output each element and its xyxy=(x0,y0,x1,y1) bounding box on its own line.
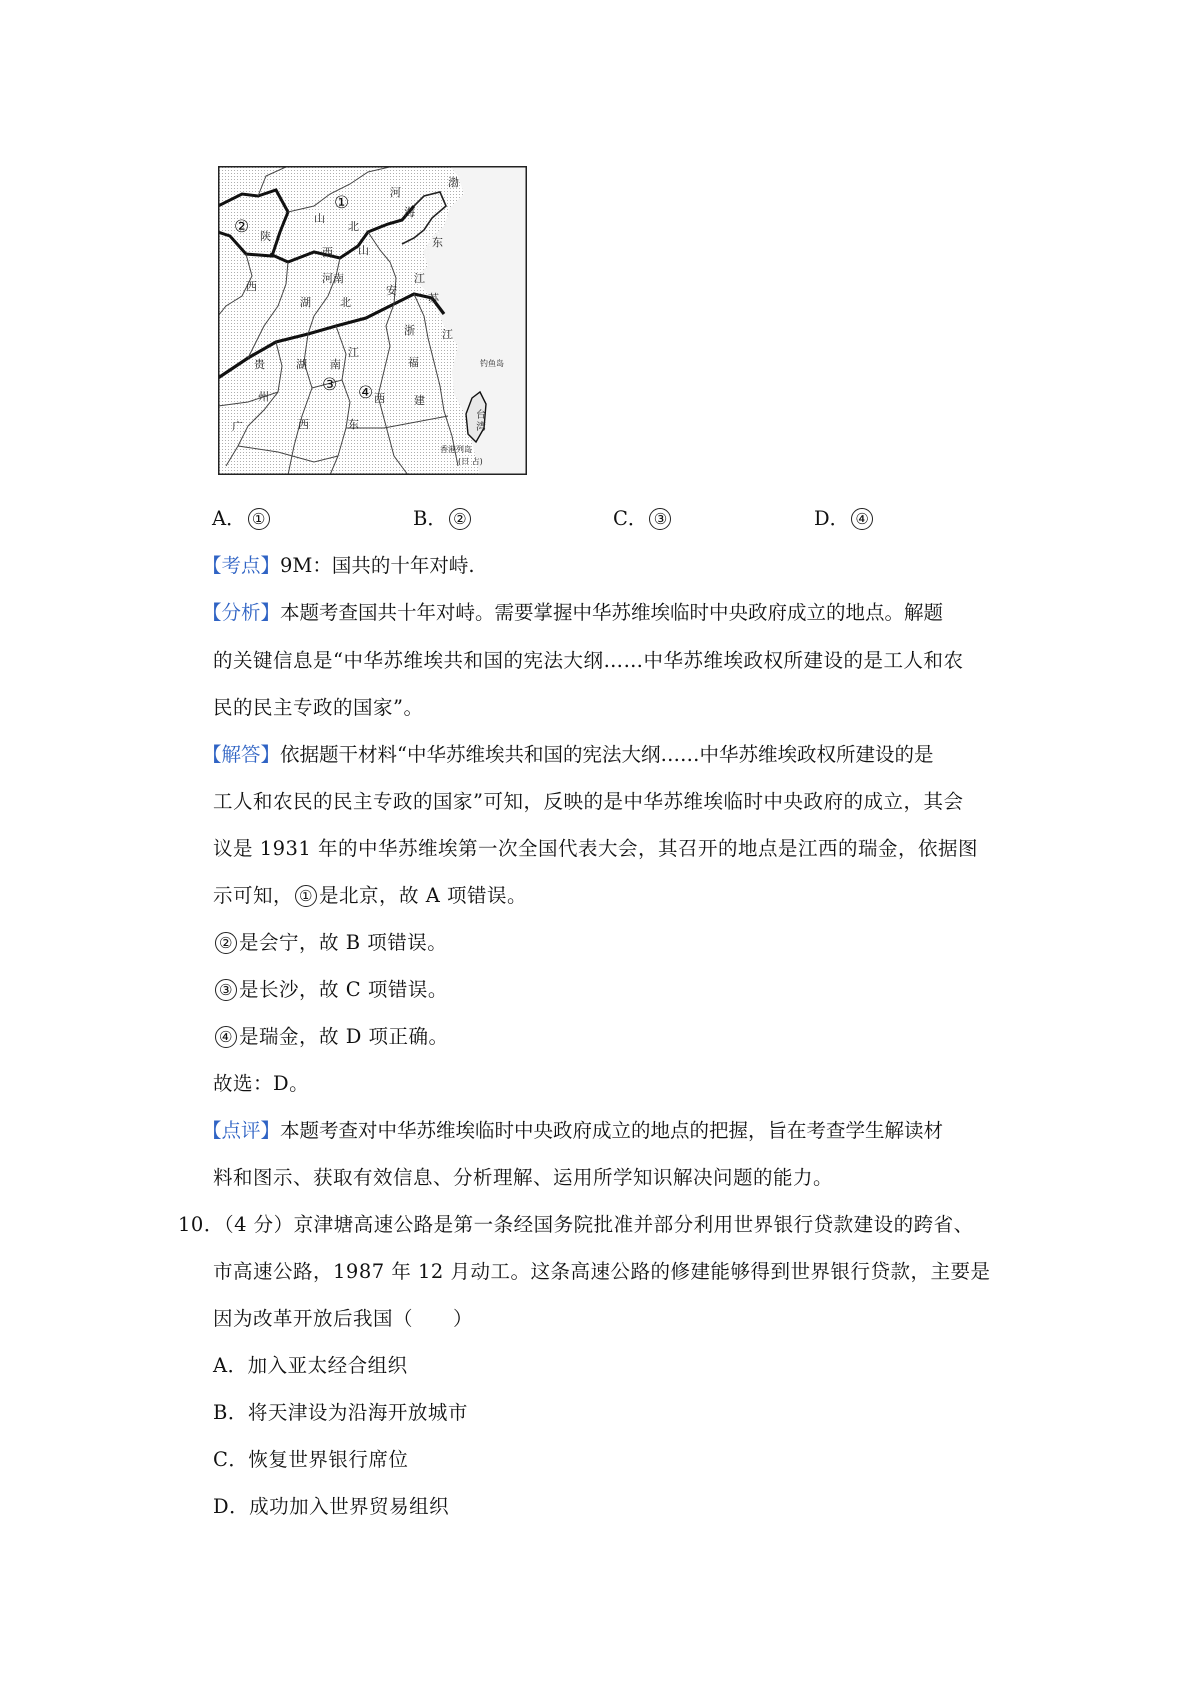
map-label-fujian-2: 建 xyxy=(414,394,425,407)
map-figure xyxy=(218,166,527,475)
jieda-line-1 xyxy=(202,739,934,767)
map-label-zhejiang-2: 江 xyxy=(442,328,453,341)
map-label-guizhou-2: 州 xyxy=(258,390,269,403)
fenxi-line-2: 的关键信息是“中华苏维埃共和国的宪法大纲……中华苏维埃政权所建设的是工人和农 xyxy=(213,649,964,672)
map-label-corner-note: (日 占) xyxy=(458,457,483,466)
map-label-guangxi: 西 xyxy=(298,418,309,431)
map-label-shan-bei-2: 北 xyxy=(348,220,359,233)
map-label-shaanxi: 陕 xyxy=(260,230,271,243)
option-d-mark: ④ xyxy=(851,508,873,530)
kaodian-tag: 【考点】 xyxy=(202,554,281,577)
fenxi-line-1 xyxy=(202,597,943,625)
jieda-item-4 xyxy=(213,1021,449,1049)
map-label-guangdong-2: 东 xyxy=(348,418,359,431)
map-label-taiwan-2: 湾 xyxy=(476,422,486,433)
map-label-shandong-1: 山 xyxy=(358,244,369,257)
map-label-hunan-2: 南 xyxy=(330,358,341,371)
option-d xyxy=(814,503,875,531)
map-label-bohai-2: 海 xyxy=(404,206,415,219)
jieda-item-2-text: 是会宁，故 B 项错误。 xyxy=(239,931,448,954)
map-label-jiangsu-2: 苏 xyxy=(428,292,439,305)
map-label-bohai-1: 渤 xyxy=(448,176,459,189)
map-marker-1: ① xyxy=(334,193,350,213)
jieda-tag: 【解答】 xyxy=(202,743,281,766)
map-label-jiangxi-1: 江 xyxy=(348,346,359,359)
jieda-line-2: 工人和农民的民主专政的国家”可知，反映的是中华苏维埃临时中央政府的成立，其会 xyxy=(213,790,964,813)
map-label-hunan-1: 湖 xyxy=(296,358,307,371)
map-label-guizhou-1: 贵 xyxy=(254,358,265,371)
option-b-letter: B． xyxy=(413,507,447,530)
fenxi-text-1: 本题考查国共十年对峙。需要掌握中华苏维埃临时中央政府成立的地点。解题 xyxy=(280,601,944,624)
q10-option-a: A．加入亚太经合组织 xyxy=(213,1354,408,1377)
jieda-line-4 xyxy=(213,880,527,908)
jieda-text-1: 依据题干材料“中华苏维埃共和国的宪法大纲……中华苏维埃政权所建设的是 xyxy=(280,743,934,766)
china-map xyxy=(218,166,527,475)
map-label-guangdong-1: 广 xyxy=(232,420,243,433)
fenxi-line-3: 民的民主专政的国家”。 xyxy=(213,696,424,719)
option-c xyxy=(613,503,673,531)
jieda-line-3: 议是 1931 年的中华苏维埃第一次全国代表大会，其召开的地点是江西的瑞金，依据图 xyxy=(213,837,979,860)
map-label-zhejiang-1: 浙 xyxy=(404,324,415,337)
map-label-shanxi-xi: 西 xyxy=(322,246,333,259)
map-marker-3: ③ xyxy=(322,375,338,395)
option-d-letter: D． xyxy=(814,507,850,530)
map-label-jiangsu-1: 江 xyxy=(414,272,425,285)
q10-option-b: B．将天津设为沿海开放城市 xyxy=(213,1401,468,1424)
q10-line-3: 因为改革开放后我国（ ） xyxy=(213,1307,474,1330)
q10-line-2: 市高速公路，1987 年 12 月动工。这条高速公路的修建能够得到世界银行贷款，主要是 xyxy=(213,1260,991,1283)
map-label-hebei: 河 xyxy=(390,186,401,199)
map-marker-4: ④ xyxy=(358,383,374,403)
jieda-item-2-mark: ② xyxy=(215,932,237,954)
option-a-letter: A． xyxy=(212,507,246,530)
q10-line-1: 10．（4 分）京津塘高速公路是第一条经国务院批准并部分利用世界银行贷款建设的跨省、 xyxy=(178,1213,974,1236)
map-label-island-chain: 香港列岛 xyxy=(440,445,472,454)
map-marker-2: ② xyxy=(234,217,250,237)
option-a xyxy=(212,503,272,531)
jieda-item-3-text: 是长沙，故 C 项错误。 xyxy=(239,978,448,1001)
jieda-line-4-post: 是北京，故 A 项错误。 xyxy=(319,884,527,907)
option-c-mark: ③ xyxy=(649,508,671,530)
q10-option-c: C．恢复世界银行席位 xyxy=(213,1448,409,1471)
dianping-line-1 xyxy=(202,1115,943,1143)
dianping-tag: 【点评】 xyxy=(202,1119,281,1142)
option-a-mark: ① xyxy=(248,508,270,530)
jieda-item-3 xyxy=(213,974,448,1002)
map-label-hubei-2: 北 xyxy=(340,296,351,309)
kaodian-line xyxy=(202,550,475,578)
map-label-xi: 西 xyxy=(246,280,257,293)
jieda-item-4-text: 是瑞金，故 D 项正确。 xyxy=(239,1025,449,1048)
option-b-mark: ② xyxy=(449,508,471,530)
map-label-jiangxi-2: 西 xyxy=(374,392,385,405)
map-label-fujian-1: 福 xyxy=(408,356,419,369)
jieda-line-4-mark: ① xyxy=(295,885,317,907)
option-c-letter: C． xyxy=(613,507,648,530)
jieda-line-4-pre: 示可知， xyxy=(213,884,294,907)
fenxi-tag: 【分析】 xyxy=(202,601,281,624)
map-label-shan-bei-1: 山 xyxy=(314,212,325,225)
map-label-shandong-2: 东 xyxy=(432,236,443,249)
jieda-item-3-mark: ③ xyxy=(215,979,237,1001)
map-label-anhui: 安 xyxy=(386,284,397,297)
dianping-text-1: 本题考查对中华苏维埃临时中央政府成立的地点的把握，旨在考查学生解读材 xyxy=(280,1119,944,1142)
jieda-item-4-mark: ④ xyxy=(215,1026,237,1048)
dianping-line-2: 料和图示、获取有效信息、分析理解、运用所学知识解决问题的能力。 xyxy=(213,1166,834,1189)
map-label-taiwan-1: 台 xyxy=(476,410,486,421)
map-label-henan: 河南 xyxy=(322,272,344,285)
jieda-item-2 xyxy=(213,927,447,955)
kaodian-text: 9M：国共的十年对峙. xyxy=(280,554,475,577)
map-label-diaoyu: 钓鱼岛 xyxy=(480,359,504,368)
q10-option-d: D．成功加入世界贸易组织 xyxy=(213,1495,450,1518)
map-label-hubei-1: 湖 xyxy=(300,296,311,309)
option-b xyxy=(413,503,473,531)
jieda-answer: 故选：D。 xyxy=(213,1072,310,1095)
